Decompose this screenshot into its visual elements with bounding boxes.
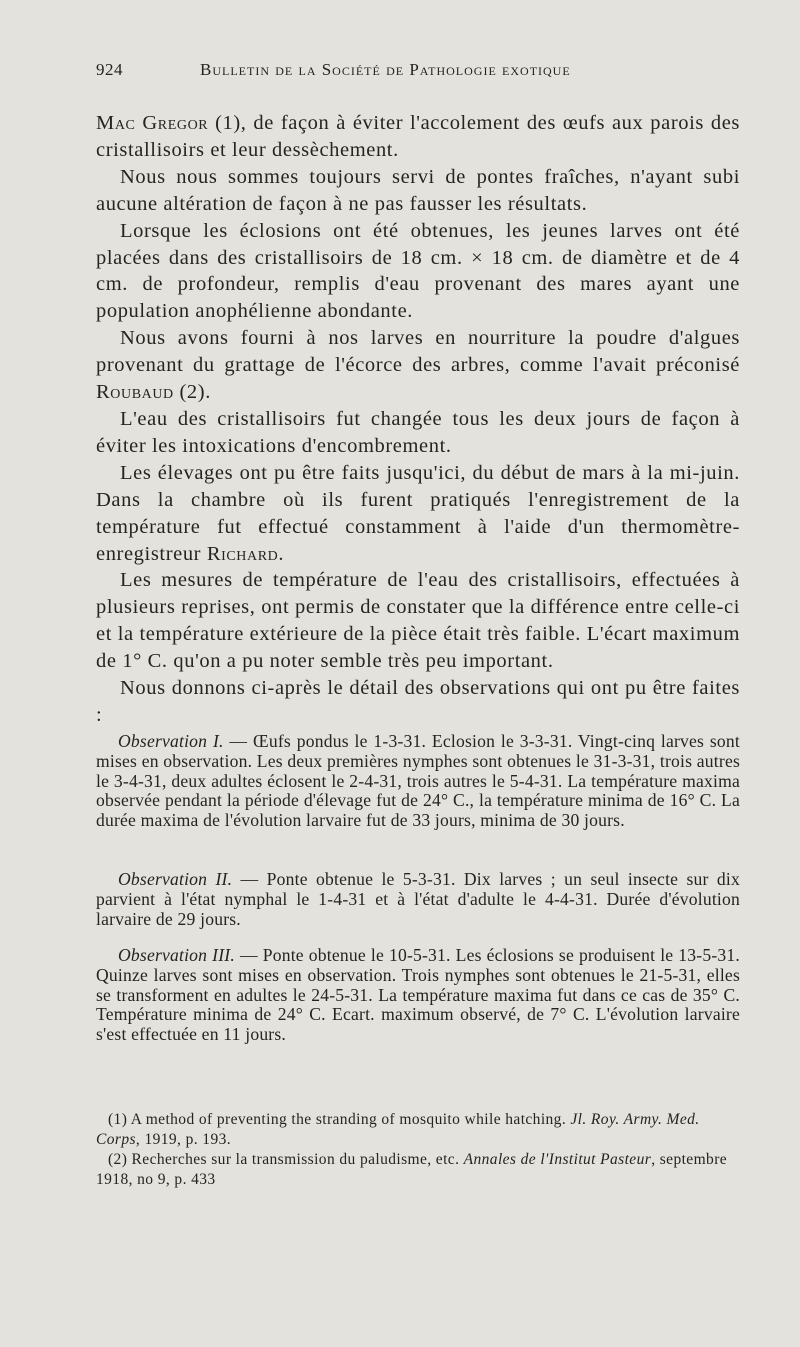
footnote-1	[96, 1110, 740, 1150]
footnote-source: Annales de l'Institut Pasteur	[463, 1151, 652, 1168]
page-number: 924	[96, 60, 123, 79]
observation-title: Observation III.	[118, 945, 235, 965]
footnote-text: (1) A method of preventing the stranding of mosquito while hatching.	[108, 1111, 571, 1128]
paragraph-text: Nous avons fourni à nos larves en nourriture la poudre d'algues provenant du grattage de l'écorce des arbres, comme l'avait préconisé	[96, 327, 740, 377]
paragraph-3: Lorsque les éclosions ont été obtenues, les jeunes larves ont été placées dans des cristallisoirs de 18 cm. × 18 cm. de diamètre et de 4 cm. de profondeur, remplis d'eau provenant des mares ayant une population anophélienne abondante.	[96, 219, 740, 323]
observation-title: Observation I.	[118, 731, 224, 751]
observation-title: Observation II.	[118, 869, 233, 889]
footnote-text: , septembre 1918, no 9, p. 433	[96, 1151, 728, 1188]
paragraph-text: Les élevages ont pu être faits jusqu'ici, du début de mars à la mi-juin. Dans la chambre où ils furent pratiqués l'enregistrement de la température fut effectué constamment à l'aide d'un thermomètre-enregistreur	[96, 461, 740, 565]
paragraph-text: (2).	[173, 381, 211, 404]
observation-3	[96, 946, 740, 1045]
paragraph-1	[96, 110, 740, 164]
paragraph-8: Nous donnons ci-après le détail des observations qui ont pu être faites :	[96, 677, 740, 726]
footnote-2	[96, 1150, 740, 1190]
paragraph-6	[96, 460, 740, 568]
paragraph-7: Les mesures de température de l'eau des cristallisoirs, effectuées à plusieurs reprises, ont permis de constater que la différence entre celle-ci et la température extérieure de la pièce était très faible. L'écart maximum de 1° C. qu'on a pu noter semble très peu important.	[96, 569, 741, 673]
observation-text: — Ponte obtenue le 10-5-31. Les éclosions se produisent le 13-5-31. Quinze larves sont mises en observation. Trois nymphes sont obtenues le 21-5-31, elles se transforment en adultes le 24-5-31. La température maxima fut dans ce cas de 35° C. Température minima de 24° C. Ecart. maximum observé, de 7° C. L'évolution larvaire s'est effectuée en 11 jours.	[96, 945, 740, 1045]
author-name: Roubaud	[96, 381, 174, 404]
observation-2	[96, 870, 740, 929]
author-name: Richard	[206, 542, 279, 565]
paragraph-text: (1), de façon à éviter l'accolement des œufs aux parois des cristallisoirs et leur dessèchement.	[96, 112, 740, 161]
footnote-text: (2) Recherches sur la transmission du paludisme, etc.	[108, 1151, 464, 1168]
paragraph-2: Nous nous sommes toujours servi de pontes fraîches, n'ayant subi aucune altération de façon à ne pas fausser les résultats.	[96, 165, 740, 215]
footnotes	[96, 1110, 740, 1190]
footnote-source: Jl. Roy. Army. Med. Corps	[96, 1111, 700, 1148]
paragraph-4	[96, 325, 740, 406]
main-text	[96, 110, 740, 729]
observation-text: — Œufs pondus le 1-3-31. Eclosion le 3-3-31. Vingt-cinq larves sont mises en observation. Les deux premières nymphes sont obtenues le 31-3-31, trois autres le 3-4-31, deux adultes éclosent le 2-4-31, trois autres le 5-4-31. La température maxima observée pendant la période d'élevage fut de 24° C., la température minima de 16° C. La durée maxima de l'évolution larvaire fut de 33 jours, minima de 30 jours.	[96, 731, 740, 831]
footnote-text: , 1919, p. 193.	[135, 1131, 232, 1148]
observation-1	[96, 732, 740, 831]
running-title: Bulletin de la Société de Pathologie exotique	[200, 60, 571, 79]
author-name: Mac Gregor	[96, 112, 209, 134]
observation-text: — Ponte obtenue le 5-3-31. Dix larves ; un seul insecte sur dix parvient à l'état nymphal le 1-4-31 et à l'état d'adulte le 4-4-31. Durée d'évolution larvaire de 29 jours.	[96, 869, 740, 929]
paragraph-5: L'eau des cristallisoirs fut changée tous les deux jours de façon à éviter les intoxications d'encombrement.	[96, 407, 740, 457]
paragraph-text: .	[278, 542, 285, 565]
